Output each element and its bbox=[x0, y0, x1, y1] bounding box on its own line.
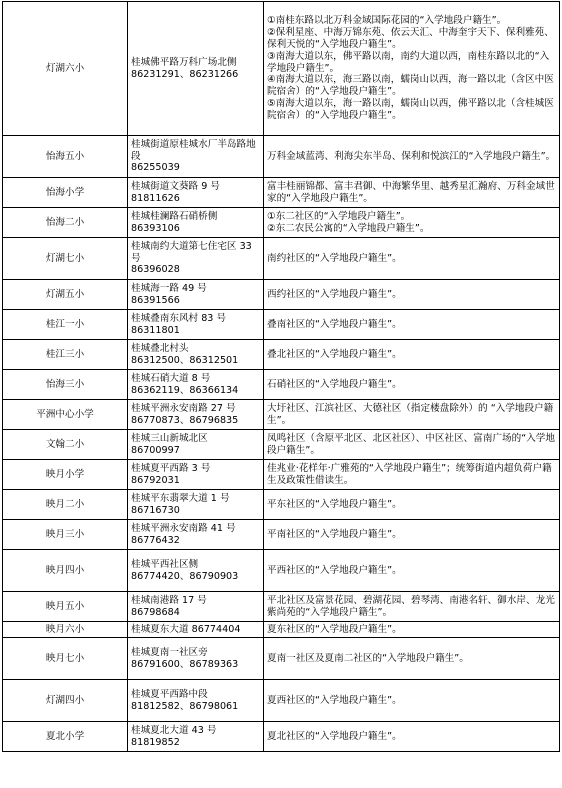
table-row bbox=[3, 680, 560, 722]
address-phone-cell bbox=[128, 622, 264, 638]
enrollment-range-cell bbox=[264, 490, 560, 520]
address-phone-cell bbox=[128, 490, 264, 520]
table-row bbox=[3, 622, 560, 638]
address-line: 86776432 bbox=[131, 534, 180, 546]
address-line: 桂城佛平路万科广场北侧 bbox=[131, 56, 237, 68]
address-line: 86791600、86789363 bbox=[131, 658, 239, 670]
address-line: 86231291、86231266 bbox=[131, 68, 239, 80]
address-line: 81811626 bbox=[131, 192, 180, 204]
address-line: 桂城海一路 49 号 bbox=[131, 282, 207, 294]
range-line: 富丰桂丽锦都、富丰君御、中海繁华里、越秀星汇瀚府、万科金域世家的“入学地段户籍生”。 bbox=[267, 180, 555, 204]
enrollment-range-cell bbox=[264, 722, 560, 752]
address-line: 桂城平洲永安南路 27 号 bbox=[131, 402, 236, 414]
address-line: 86792031 bbox=[131, 474, 180, 486]
school-name-cell: 映月七小 bbox=[3, 638, 128, 680]
range-line: 夏北社区的“入学地段户籍生”。 bbox=[267, 730, 402, 742]
school-name-cell: 灯湖五小 bbox=[3, 280, 128, 310]
address-line: 桂城南约大道第七住宅区 33 号 bbox=[131, 240, 252, 264]
range-line: 大圩社区、江滨社区、大德社区（指定楼盘除外）的 “入学地段户籍生”。 bbox=[267, 402, 554, 426]
address-line: 86393106 bbox=[131, 222, 180, 234]
address-phone-cell bbox=[128, 680, 264, 722]
address-line: 桂城街道原桂城水厂半岛路地段 bbox=[131, 138, 256, 162]
address-line: 86391566 bbox=[131, 294, 180, 306]
school-name-cell: 怡海小学 bbox=[3, 178, 128, 208]
range-line: 夏东社区的“入学地段户籍生”。 bbox=[267, 623, 402, 635]
address-phone-cell bbox=[128, 460, 264, 490]
school-name-cell: 灯湖四小 bbox=[3, 680, 128, 722]
school-name-cell: 灯湖七小 bbox=[3, 238, 128, 280]
range-line: 石硝社区的“入学地段户籍生”。 bbox=[267, 378, 402, 390]
range-line: 佳兆业·花样年·广雅苑的“入学地段户籍生”；统筹街道内超负荷户籍生及政策性借读生。 bbox=[267, 462, 552, 486]
address-line: 86716730 bbox=[131, 504, 180, 516]
address-line: 86774420、86790903 bbox=[131, 570, 239, 582]
table-row bbox=[3, 178, 560, 208]
enrollment-range-cell bbox=[264, 280, 560, 310]
school-name-cell: 怡海三小 bbox=[3, 370, 128, 400]
address-phone-cell bbox=[128, 400, 264, 430]
enrollment-range-cell bbox=[264, 520, 560, 550]
address-line: 86311801 bbox=[131, 324, 180, 336]
address-phone-cell bbox=[128, 430, 264, 460]
enrollment-range-cell bbox=[264, 208, 560, 238]
enrollment-range-cell bbox=[264, 136, 560, 178]
address-line: 81812582、86798061 bbox=[131, 700, 239, 712]
table-row bbox=[3, 310, 560, 340]
school-name-cell: 映月六小 bbox=[3, 622, 128, 638]
address-line: 桂城夏平西路中段 bbox=[131, 688, 208, 700]
table-row bbox=[3, 520, 560, 550]
range-line: ①南桂东路以北万科金域国际花园的“入学地段户籍生”。 bbox=[267, 15, 507, 27]
range-line: 西约社区的“入学地段户籍生”。 bbox=[267, 288, 402, 300]
range-line: 平东社区的“入学地段户籍生”。 bbox=[267, 498, 402, 510]
enrollment-range-cell bbox=[264, 2, 560, 136]
enrollment-range-cell bbox=[264, 680, 560, 722]
range-line: 凤鸣社区（含原平北区、北区社区）、中区社区、富南广场的“入学地段户籍生”。 bbox=[267, 432, 555, 456]
address-line: 桂城街道文葵路 9 号 bbox=[131, 180, 220, 192]
school-name-cell: 桂江一小 bbox=[3, 310, 128, 340]
table-row bbox=[3, 638, 560, 680]
enrollment-range-cell bbox=[264, 238, 560, 280]
address-phone-cell bbox=[128, 2, 264, 136]
address-phone-cell bbox=[128, 178, 264, 208]
address-phone-cell bbox=[128, 340, 264, 370]
enrollment-range-cell bbox=[264, 178, 560, 208]
school-name-cell: 映月小学 bbox=[3, 460, 128, 490]
school-name-cell: 映月二小 bbox=[3, 490, 128, 520]
address-line: 86396028 bbox=[131, 264, 180, 276]
address-line: 86770873、86796835 bbox=[131, 414, 239, 426]
table-row bbox=[3, 340, 560, 370]
enrollment-range-cell bbox=[264, 400, 560, 430]
address-phone-cell bbox=[128, 136, 264, 178]
school-name-cell: 灯湖六小 bbox=[3, 2, 128, 136]
table-row bbox=[3, 430, 560, 460]
address-phone-cell bbox=[128, 638, 264, 680]
enrollment-range-cell bbox=[264, 592, 560, 622]
school-name-cell: 平洲中心小学 bbox=[3, 400, 128, 430]
address-line: 桂城夏平西路 3 号 bbox=[131, 462, 211, 474]
enrollment-range-cell bbox=[264, 460, 560, 490]
address-phone-cell bbox=[128, 280, 264, 310]
range-line: 平南社区的“入学地段户籍生”。 bbox=[267, 528, 402, 540]
enrollment-range-cell bbox=[264, 638, 560, 680]
address-line: 桂城夏南一社区旁 bbox=[131, 646, 208, 658]
school-name-cell: 怡海二小 bbox=[3, 208, 128, 238]
enrollment-range-cell bbox=[264, 340, 560, 370]
address-line: 桂城夏北大道 43 号 bbox=[131, 724, 217, 736]
address-line: 桂城叠南东风村 83 号 bbox=[131, 312, 227, 324]
address-phone-cell bbox=[128, 370, 264, 400]
address-phone-cell bbox=[128, 520, 264, 550]
range-line: 平西社区的“入学地段户籍生”。 bbox=[267, 564, 402, 576]
enrollment-range-cell bbox=[264, 430, 560, 460]
table-row bbox=[3, 592, 560, 622]
school-name-cell: 文翰二小 bbox=[3, 430, 128, 460]
table-row bbox=[3, 238, 560, 280]
address-line: 桂城叠北村头 bbox=[131, 342, 189, 354]
school-name-cell: 映月三小 bbox=[3, 520, 128, 550]
address-line: 桂城三山新城北区 bbox=[131, 432, 208, 444]
table-row bbox=[3, 400, 560, 430]
table-row bbox=[3, 370, 560, 400]
range-line: ③南海大道以东，佛平路以南，南约大道以西，南桂东路以北的“入学地段户籍生”。 bbox=[267, 50, 550, 74]
school-district-table bbox=[2, 1, 560, 752]
school-name-cell: 夏北小学 bbox=[3, 722, 128, 752]
school-name-cell: 怡海五小 bbox=[3, 136, 128, 178]
address-line: 86255039 bbox=[131, 162, 180, 174]
enrollment-range-cell bbox=[264, 622, 560, 638]
range-line: 夏西社区的“入学地段户籍生”。 bbox=[267, 694, 402, 706]
school-name-cell: 映月四小 bbox=[3, 550, 128, 592]
address-phone-cell bbox=[128, 550, 264, 592]
address-line: 86312500、86312501 bbox=[131, 354, 239, 366]
table-row bbox=[3, 280, 560, 310]
table-row bbox=[3, 490, 560, 520]
range-line: 夏南一社区及夏南二社区的“入学地段户籍生”。 bbox=[267, 652, 469, 664]
enrollment-range-cell bbox=[264, 550, 560, 592]
school-name-cell: 映月五小 bbox=[3, 592, 128, 622]
enrollment-range-cell bbox=[264, 370, 560, 400]
address-line: 桂城石硝大道 8 号 bbox=[131, 372, 211, 384]
address-line: 86700997 bbox=[131, 444, 180, 456]
address-phone-cell bbox=[128, 592, 264, 622]
address-phone-cell bbox=[128, 722, 264, 752]
address-line: 桂城平东翡翠大道 1 号 bbox=[131, 492, 230, 504]
address-line: 桂城平洲永安南路 41 号 bbox=[131, 522, 236, 534]
address-phone-cell bbox=[128, 208, 264, 238]
address-line: 桂城平西社区侧 bbox=[131, 558, 199, 570]
table-row bbox=[3, 460, 560, 490]
address-line: 86362119、86366134 bbox=[131, 384, 239, 396]
range-line: 叠南社区的“入学地段户籍生”。 bbox=[267, 318, 402, 330]
table-row bbox=[3, 136, 560, 178]
address-line: 86798684 bbox=[131, 606, 180, 618]
table-body bbox=[3, 2, 560, 752]
range-line: 万科金域蓝湾、利海尖东半岛、保利和悦滨江的“入学地段户籍生”。 bbox=[267, 150, 556, 162]
range-line: 南约社区的“入学地段户籍生”。 bbox=[267, 252, 402, 264]
range-line: ⑤南海大道以东，海一路以南，蠕岗山以西，佛平路以北（含桂城医院宿舍）的“入学地段户籍生”。 bbox=[267, 97, 554, 121]
range-line: 平北社区及富景花园、碧湖花园、碧琴湾、南港名轩、御水岸、龙光紫尚苑的“入学地段户籍生”。 bbox=[267, 594, 555, 618]
address-line: 桂城桂澜路石硝桥侧 bbox=[131, 210, 218, 222]
table-row bbox=[3, 722, 560, 752]
table-row bbox=[3, 2, 560, 136]
address-phone-cell bbox=[128, 238, 264, 280]
address-line: 桂城南港路 17 号 bbox=[131, 594, 207, 606]
range-line: 叠北社区的“入学地段户籍生”。 bbox=[267, 348, 402, 360]
address-phone-cell bbox=[128, 310, 264, 340]
range-line: ①东二社区的“入学地段户籍生”。 bbox=[267, 210, 411, 222]
enrollment-range-cell bbox=[264, 310, 560, 340]
address-line: 81819852 bbox=[131, 736, 180, 748]
table-row bbox=[3, 208, 560, 238]
table-row bbox=[3, 550, 560, 592]
address-line: 桂城夏东大道 86774404 bbox=[131, 623, 241, 635]
range-line: ②保利星座、中海万锦东苑、依云天汇、中海奎宇天下、保利雅苑、保利天悦的“入学地段户籍生”。 bbox=[267, 27, 554, 50]
range-line: ④南海大道以东，海三路以南，蠕岗山以西，海一路以北（含区中医院宿舍）的“入学地段户籍生”。 bbox=[267, 74, 554, 98]
school-name-cell: 桂江三小 bbox=[3, 340, 128, 370]
range-line: ②东二农民公寓的“入学地段户籍生”。 bbox=[267, 222, 430, 234]
